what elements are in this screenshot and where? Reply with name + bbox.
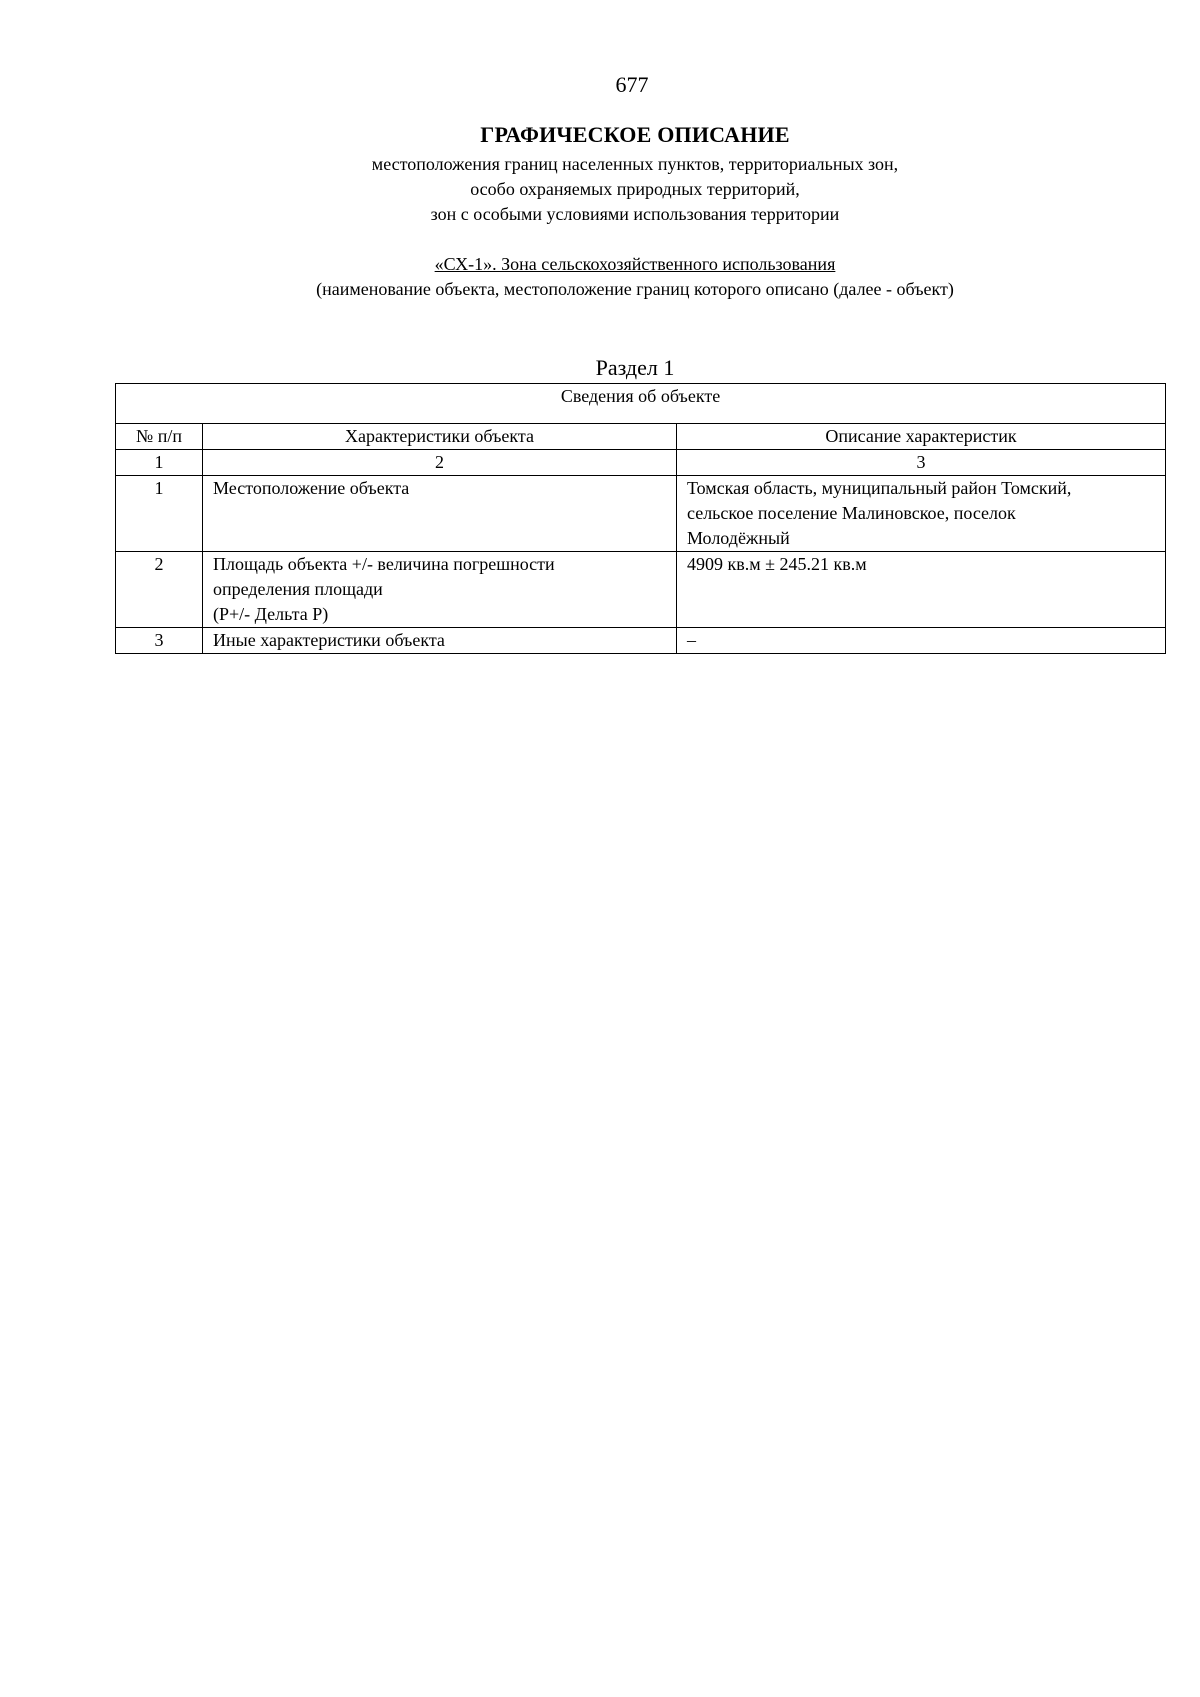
header-characteristic: Характеристики объекта [203, 424, 677, 450]
section-heading: Раздел 1 [595, 355, 675, 380]
row-characteristic [203, 552, 677, 628]
table-row [116, 552, 1166, 628]
document-title: ГРАФИЧЕСКОЕ ОПИСАНИЕ [480, 122, 790, 147]
row-number: 1 [116, 476, 203, 552]
header-num: № п/п [116, 424, 203, 450]
cell-line: Иные характеристики объекта [213, 630, 445, 650]
row-number: 3 [116, 628, 203, 654]
row-characteristic [203, 476, 677, 552]
table-row [116, 476, 1166, 552]
table-caption-row [116, 384, 1166, 424]
cell-line: Томская область, муниципальный район Томский, [687, 478, 1072, 498]
table-row [116, 628, 1166, 654]
column-number-row [116, 450, 1166, 476]
cell-line: 4909 кв.м ± 245.21 кв.м [687, 554, 867, 574]
table-caption: Сведения об объекте [116, 384, 1166, 424]
page-number: 677 [615, 72, 649, 97]
subtitle-line: особо охраняемых природных территорий, [470, 179, 800, 199]
cell-line: определения площади [213, 579, 383, 599]
column-number: 1 [116, 450, 203, 476]
row-characteristic [203, 628, 677, 654]
row-description [677, 628, 1166, 654]
header-description: Описание характеристик [677, 424, 1166, 450]
cell-line: сельское поселение Малиновское, поселок [687, 503, 1016, 523]
row-description [677, 552, 1166, 628]
row-number: 2 [116, 552, 203, 628]
object-name: «СХ-1». Зона сельскохозяйственного использования [434, 254, 836, 274]
column-number: 3 [677, 450, 1166, 476]
cell-line: Молодёжный [687, 528, 790, 548]
table-header-row [116, 424, 1166, 450]
row-description [677, 476, 1166, 552]
document-subtitle [0, 152, 1200, 227]
cell-line: – [687, 630, 696, 650]
cell-line: Площадь объекта +/- величина погрешности [213, 554, 555, 574]
object-info-table [115, 383, 1166, 654]
object-caption: (наименование объекта, местоположение границ которого описано (далее - объект) [316, 279, 954, 299]
cell-line: (Р+/- Дельта Р) [213, 604, 329, 624]
subtitle-line: местоположения границ населенных пунктов, территориальных зон, [371, 154, 899, 174]
subtitle-line: зон с особыми условиями использования территории [430, 204, 840, 224]
cell-line: Местоположение объекта [213, 478, 410, 498]
column-number: 2 [203, 450, 677, 476]
